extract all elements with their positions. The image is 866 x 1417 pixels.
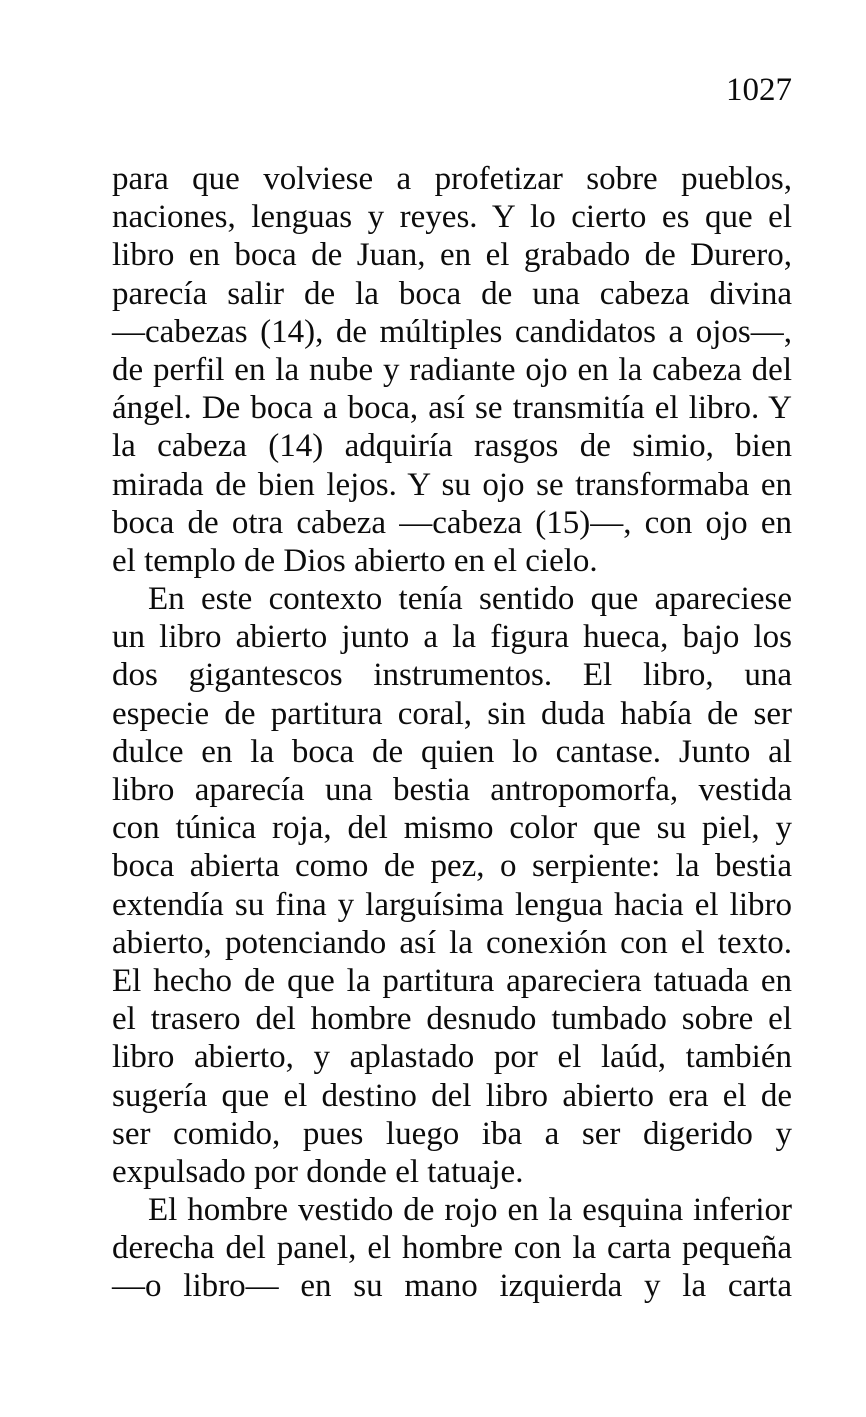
text-line: dos gigantescos instrumentos. El libro, una <box>112 657 792 694</box>
text-line: parecía salir de la boca de una cabeza divina <box>112 275 792 312</box>
text-line: el trasero del hombre desnudo tumbado sobre el <box>112 1001 792 1038</box>
text-line: libro abierto, y aplastado por el laúd, también <box>112 1039 792 1076</box>
text-line: ángel. De boca a boca, así se transmitía el libro. Y <box>112 390 792 427</box>
paragraph <box>112 580 792 1191</box>
text-line: libro aparecía una bestia antropomorfa, vestida <box>112 772 792 808</box>
text-line: sugería que el destino del libro abierto era el de <box>112 1077 792 1114</box>
text-line: expulsado por donde el tatuaje. <box>112 1153 524 1190</box>
text-line: ser comido, pues luego iba a ser digerido y <box>112 1115 792 1152</box>
text-line: derecha del panel, el hombre con la carta pequeña <box>112 1230 792 1267</box>
text-line: especie de partitura coral, sin duda había de ser <box>112 695 792 732</box>
text-line: extendía su fina y larguísima lengua hacia el libro <box>112 886 792 923</box>
text-line: mirada de bien lejos. Y su ojo se transformaba en <box>112 466 792 503</box>
text-line: de perfil en la nube y radiante ojo en la cabeza del <box>112 351 792 388</box>
text-line: abierto, potenciando así la conexión con el texto. <box>112 924 792 961</box>
paragraph <box>112 160 792 580</box>
text-line: boca abierta como de pez, o serpiente: la bestia <box>112 848 792 885</box>
text-line: naciones, lenguas y reyes. Y lo cierto es que el <box>112 199 792 236</box>
page-number: 1027 <box>726 72 792 108</box>
text-line: con túnica roja, del mismo color que su piel, y <box>112 810 792 847</box>
text-line: un libro abierto junto a la figura hueca, bajo los <box>112 619 792 656</box>
page-text <box>112 160 792 1306</box>
text-line: El hombre vestido de rojo en la esquina inferior <box>148 1192 792 1229</box>
text-line: dulce en la boca de quien lo cantase. Junto al <box>112 733 792 770</box>
text-line: la cabeza (14) adquiría rasgos de simio, bien <box>112 428 792 465</box>
text-line: para que volviese a profetizar sobre pueblos, <box>112 161 792 197</box>
text-line: —o libro— en su mano izquierda y la carta <box>112 1268 792 1305</box>
text-line: El hecho de que la partitura apareciera tatuada en <box>112 962 792 999</box>
paragraph <box>112 1191 792 1306</box>
text-line: el templo de Dios abierto en el cielo. <box>112 542 598 579</box>
text-line: En este contexto tenía sentido que apareciese <box>148 581 792 618</box>
text-line: libro en boca de Juan, en el grabado de Durero, <box>112 237 792 274</box>
text-line: —cabezas (14), de múltiples candidatos a ojos—, <box>112 313 792 350</box>
text-line: boca de otra cabeza —cabeza (15)—, con ojo en <box>112 504 792 541</box>
